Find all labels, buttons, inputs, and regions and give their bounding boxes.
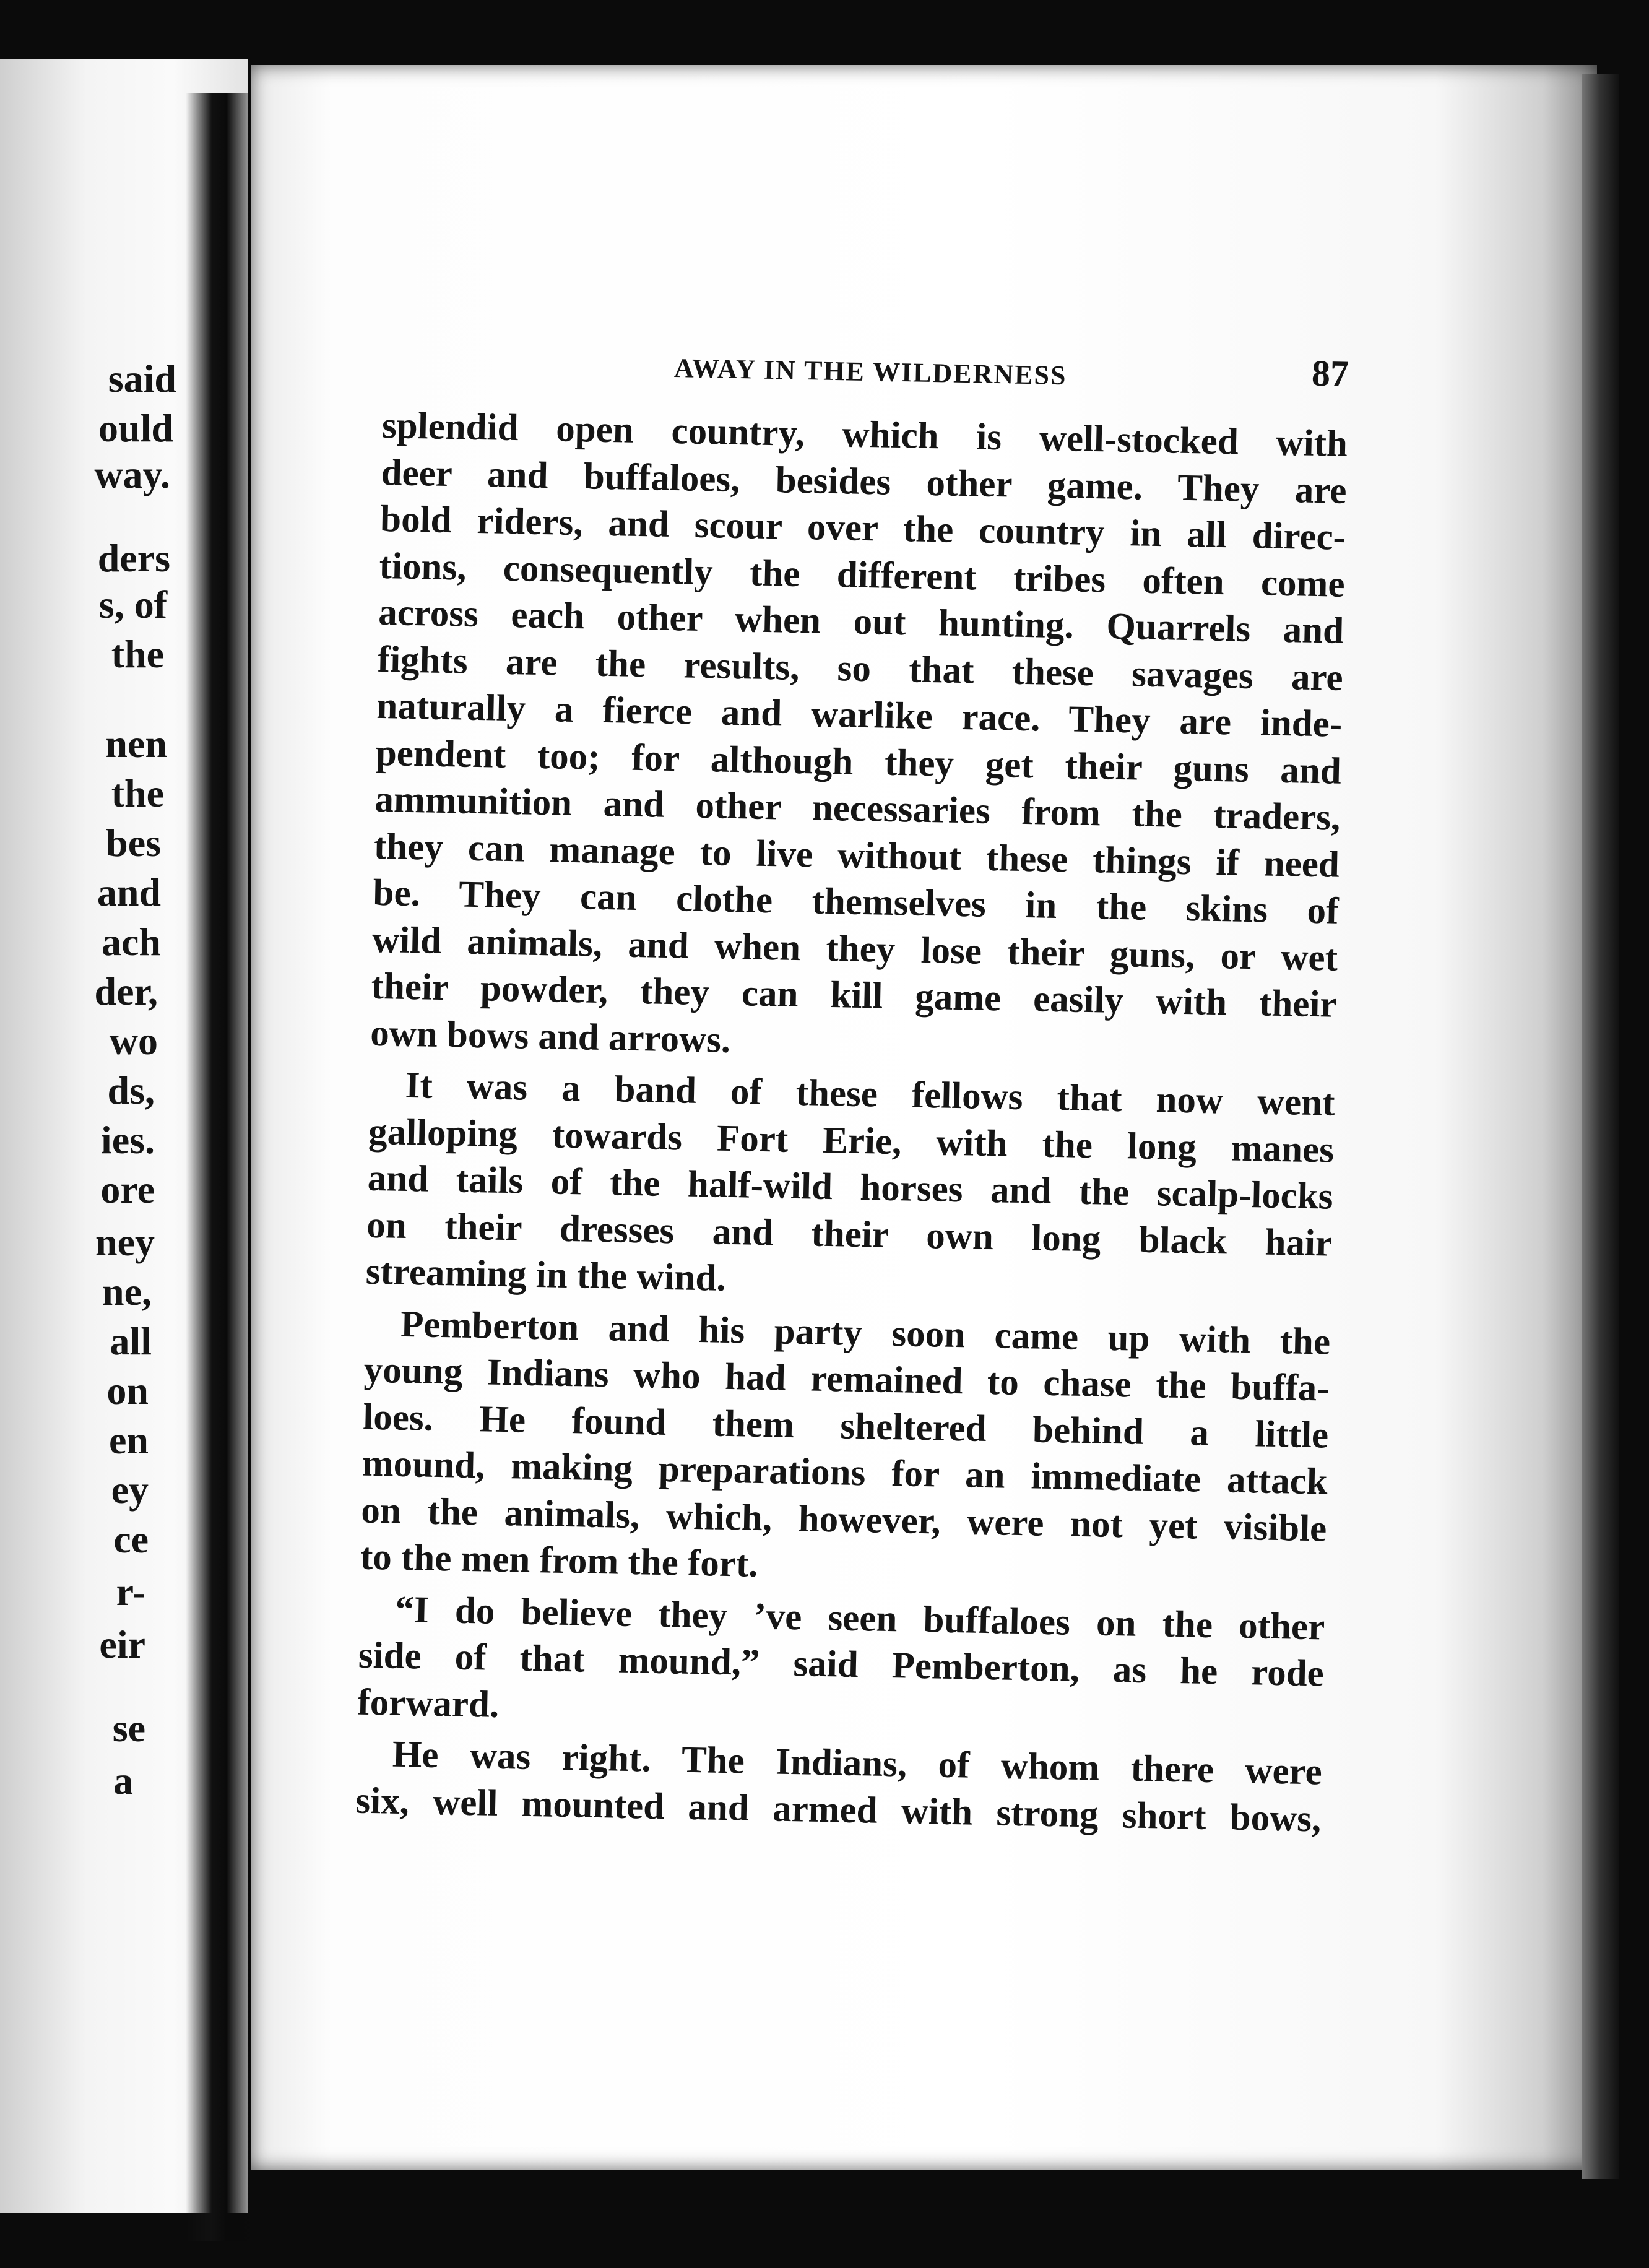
text-line: across each other when out hunting. Quarrels and	[378, 591, 1344, 652]
left-page-line-fragment: ders	[97, 536, 170, 580]
left-page-line-fragment: ore	[100, 1167, 155, 1211]
text-line: galloping towards Fort Erie, with the long manes	[368, 1110, 1335, 1171]
text-line: bold riders, and scour over the country in all direc-	[379, 498, 1346, 558]
text-line: side of that mound,” said Pemberton, as he rode	[358, 1634, 1325, 1695]
text-line: loes. He found them sheltered behind a little	[362, 1396, 1329, 1456]
left-page-line-fragment: ies.	[100, 1118, 155, 1162]
text-line: Pemberton and his party soon came up with the	[400, 1303, 1331, 1363]
text-line: He was right. The Indians, of whom there were	[392, 1733, 1323, 1793]
paragraph	[357, 1585, 1325, 1744]
text-line: pendent too; for although they get their guns and	[375, 732, 1342, 792]
left-page-line-fragment: nen	[105, 722, 167, 766]
text-line: ammunition and other necessaries from the traders,	[374, 778, 1341, 839]
left-page-line-fragment: en	[109, 1418, 149, 1462]
paragraph	[370, 402, 1348, 1075]
left-page-line-fragment: and	[97, 870, 161, 914]
text-line: forward.	[357, 1681, 500, 1726]
left-page-line-fragment: ey	[111, 1468, 149, 1512]
text-line: wild animals, and when they lose their guns, or wet	[371, 919, 1338, 979]
text-line: mound, making preparations for an immediate attack	[361, 1442, 1328, 1503]
left-page-line-fragment: ne,	[102, 1270, 152, 1314]
text-line: deer and buffaloes, besides other game. They are	[381, 451, 1348, 512]
text-line: on their dresses and their own long black hair	[366, 1204, 1333, 1265]
left-page-line-fragment: s, of	[98, 582, 167, 626]
paragraph	[360, 1300, 1330, 1599]
text-line: to the men from the fort.	[360, 1536, 759, 1585]
page-text-block	[355, 334, 1349, 1848]
running-title: AWAY IN THE WILDERNESS	[673, 353, 1067, 391]
text-line: “I do believe they ’ve seen buffaloes on the other	[394, 1588, 1325, 1648]
left-page-line-fragment: on	[106, 1369, 149, 1413]
left-page-line-fragment: eir	[99, 1622, 145, 1666]
left-page-line-fragment: der,	[94, 969, 158, 1013]
left-page-line-fragment: way.	[94, 452, 170, 496]
left-page-line-fragment: r-	[116, 1570, 145, 1614]
text-line: tions, consequently the different tribes often come	[379, 545, 1346, 605]
page-edge-shadow	[1582, 74, 1619, 2179]
text-line: It was a band of these fellows that now went	[405, 1064, 1336, 1124]
text-line: young Indians who had remained to chase the buffa-	[363, 1349, 1330, 1409]
text-line: splendid open country, which is well-stocked with	[381, 404, 1348, 465]
text-line: their powder, they can kill game easily with their	[371, 965, 1338, 1026]
paragraph	[355, 1731, 1323, 1843]
text-line: own bows and arrows.	[370, 1012, 731, 1061]
text-line: be. They can clothe themselves in the skins of	[373, 872, 1340, 932]
text-line: naturally a fierce and warlike race. They are inde-	[376, 685, 1343, 745]
left-page-line-fragment: ce	[113, 1517, 149, 1561]
text-line: streaming in the wind.	[365, 1250, 727, 1299]
left-page-line-fragment: all	[110, 1319, 152, 1363]
text-line: fights are the results, so that these savages are	[377, 638, 1344, 699]
left-page-line-fragment: the	[111, 632, 164, 676]
left-page-line-fragment: bes	[106, 821, 161, 865]
text-line: they can manage to live without these things if need	[373, 825, 1340, 886]
text-line: and tails of the half-wild horses and the scalp-locks	[367, 1157, 1334, 1218]
left-page-line-fragment: ould	[98, 406, 173, 450]
page-number: 87	[1311, 352, 1349, 394]
left-page-line-fragment: ds,	[107, 1068, 155, 1112]
left-page-line-fragment: said	[108, 357, 176, 400]
left-page-line-fragment: wo	[109, 1019, 158, 1063]
left-page-line-fragment: a	[113, 1759, 133, 1803]
text-line: six, well mounted and armed with strong short bows,	[355, 1780, 1322, 1840]
left-page-line-fragment: ney	[95, 1220, 155, 1264]
paragraph	[365, 1062, 1335, 1314]
text-line: on the animals, which, however, were not yet visible	[360, 1489, 1327, 1550]
left-page-line-fragment: ach	[102, 920, 161, 964]
left-page-line-fragment: the	[111, 771, 164, 815]
left-page-line-fragment: se	[112, 1706, 145, 1750]
book-gutter	[186, 93, 260, 2241]
